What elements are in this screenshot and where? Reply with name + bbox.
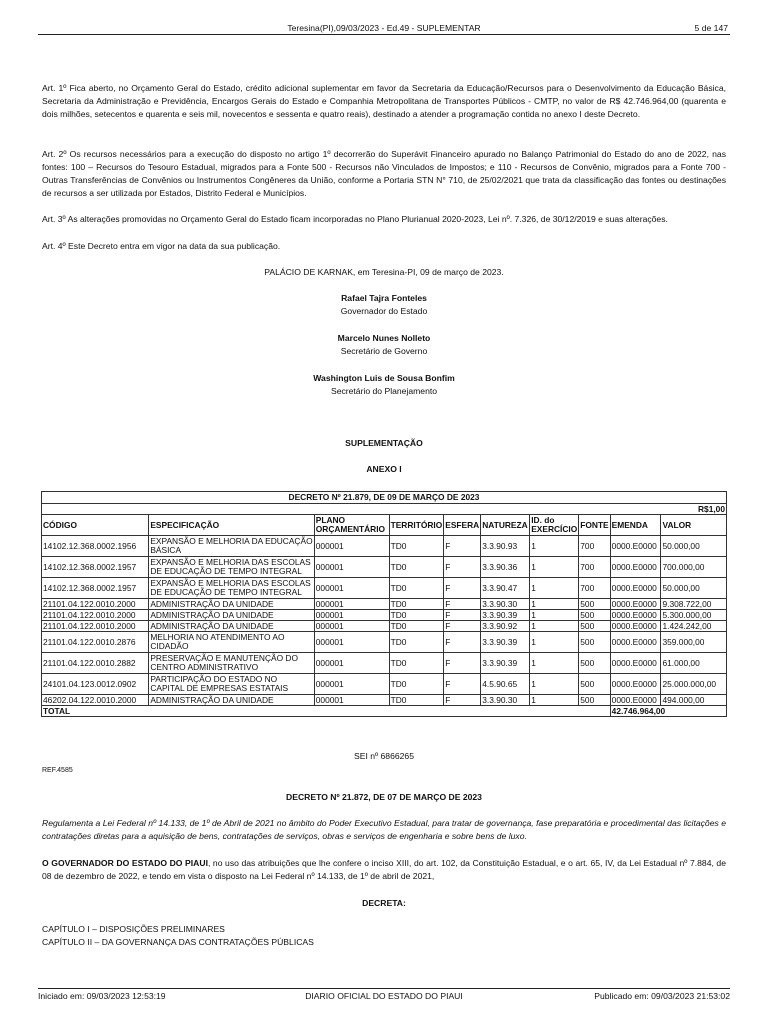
table-cell: ADMINISTRAÇÃO DA UNIDADE (149, 621, 314, 632)
article-4: Art. 4º Este Decreto entra em vigor na data da sua publicação. (42, 241, 281, 251)
table-cell: 9.308.722,00 (661, 599, 727, 610)
column-header: ESPECIFICAÇÃO (149, 515, 314, 536)
table-cell: 500 (579, 632, 610, 653)
table-cell: 1 (530, 557, 579, 578)
table-cell: 359.000,00 (661, 632, 727, 653)
table-cell: EXPANSÃO E MELHORIA DAS ESCOLAS DE EDUCAÇÃO DE TEMPO INTEGRAL (149, 557, 314, 578)
table-cell: F (444, 599, 481, 610)
total-value: 42.746.964,00 (610, 706, 726, 717)
table-cell: 5.300.000,00 (661, 610, 727, 621)
table-cell: 3.3.90.47 (481, 578, 530, 599)
column-header: ID. do EXERCÍCIO (531, 515, 578, 534)
table-cell: TD0 (389, 557, 444, 578)
table-cell: TD0 (389, 578, 444, 599)
table-cell: 50.000,00 (661, 536, 727, 557)
table-cell: 494.000,00 (661, 695, 727, 706)
table-cell: F (444, 674, 481, 695)
table-cell: 000001 (314, 621, 389, 632)
table-cell: 1.424.242,00 (661, 621, 727, 632)
table-cell: 14102.12.368.0002.1957 (42, 557, 149, 578)
table-cell: 1 (530, 632, 579, 653)
table-cell: 1 (530, 695, 579, 706)
table-row (42, 557, 727, 578)
table-cell: F (444, 610, 481, 621)
decree-title: DECRETO Nº 21.872, DE 07 DE MARÇO DE 2023 (286, 792, 482, 802)
table-cell: 0000.E0000 (610, 632, 661, 653)
column-header: VALOR (661, 515, 727, 536)
table-cell: 3.3.90.36 (481, 557, 530, 578)
table-cell: 3.3.90.30 (481, 599, 530, 610)
table-cell: F (444, 536, 481, 557)
decreta-heading: DECRETA: (362, 898, 406, 908)
table-cell: 000001 (314, 610, 389, 621)
table-cell: ADMINISTRAÇÃO DA UNIDADE (149, 599, 314, 610)
table-cell: 0000.E0000 (610, 621, 661, 632)
table-cell: 25.000.000,00 (661, 674, 727, 695)
table-cell: 500 (579, 653, 610, 674)
total-label: TOTAL (42, 706, 611, 717)
table-cell: TD0 (389, 621, 444, 632)
table-cell: 21101.04.122.0010.2882 (42, 653, 149, 674)
table-cell: 61.000,00 (661, 653, 727, 674)
table-cell: 0000.E0000 (610, 578, 661, 599)
table-cell: F (444, 632, 481, 653)
table-cell: 24101.04.123.0012.0902 (42, 674, 149, 695)
table-cell: 500 (579, 599, 610, 610)
table-cell: 700 (579, 578, 610, 599)
table-cell: 0000.E0000 (610, 610, 661, 621)
table-cell: 000001 (314, 674, 389, 695)
table-cell: 14102.12.368.0002.1957 (42, 578, 149, 599)
table-cell: 0000.E0000 (610, 653, 661, 674)
table-cell: 500 (579, 610, 610, 621)
table-row (42, 621, 727, 632)
table-cell: TD0 (389, 536, 444, 557)
table-cell: 46202.04.122.0010.2000 (42, 695, 149, 706)
table-cell: 000001 (314, 632, 389, 653)
table-cell: 3.3.90.30 (481, 695, 530, 706)
table-cell: TD0 (389, 674, 444, 695)
table-cell: 000001 (314, 536, 389, 557)
column-header: NATUREZA (481, 515, 530, 536)
table-cell: F (444, 695, 481, 706)
table-cell: 21101.04.122.0010.2000 (42, 599, 149, 610)
table-cell: 21101.04.122.0010.2876 (42, 632, 149, 653)
table-cell: PRESERVAÇÃO E MANUTENÇÃO DO CENTRO ADMINISTRATIVO (149, 653, 314, 674)
header-edition: Teresina(PI),09/03/2023 - Ed.49 - SUPLEMENTAR (287, 23, 481, 33)
table-cell: 0000.E0000 (610, 599, 661, 610)
table-cell: TD0 (389, 632, 444, 653)
article-1: Art. 1º Fica aberto, no Orçamento Geral do Estado, crédito adicional suplementar em favor da Secretaria da Educação/Recursos para o Desenvolvimento da Educação Básica, Secretaria da Administração e Previdência, Encargos Gerais do Estado e Companhia Metropolitana de Transportes Públicos - CMTP, no valor de R$ 42.746.964,00 (quarenta e dois milhões, setecentos e quarenta e seis mil, novecentos e sessenta e quatro reais), destinado a atender a programação contida no anexo I deste Decreto. (42, 83, 726, 119)
table-title: DECRETO Nº 21.879, DE 09 DE MARÇO DE 2023 (42, 492, 727, 504)
table-cell: 3.3.90.39 (481, 653, 530, 674)
table-row (42, 610, 727, 621)
chapter-heading: CAPÍTULO I – DISPOSIÇÕES PRELIMINARES (42, 924, 225, 934)
footer-journal: DIARIO OFICIAL DO ESTADO DO PIAUI (305, 991, 463, 1001)
decree-ementa: Regulamenta a Lei Federal nº 14.133, de 1º de Abril de 2021 no âmbito do Poder Executivo Estadual, para tratar de governança, fase preparatória e procedimental das licitações e contratações diretas para a aquisição de bens, contratações de serviços, obras e serviços de engenharia e sobre bens de luxo. (42, 818, 726, 841)
article-2: Art. 2º Os recursos necessários para a execução do disposto no artigo 1º decorrerão do Superávit Financeiro apurado no Balanço Patrimonial do Estado do ano de 2022, nas fontes: 100 – Recursos do Tesouro Estadual, migrados para a Fonte 500 - Recursos não Vinculados de Impostos; e 110 - Recursos de Convênio, migrados para a Fonte 700 - Outras Transferências de Convênios ou Instrumentos Congêneres da União, conforme a Portaria STN N° 710, de 25/02/2021 que trata da classificação das fontes ou destinações de recursos a ser utilizada por Estados, Distrito Federal e Municípios. (42, 149, 726, 198)
page-number: 5 de 147 (694, 23, 728, 33)
table-cell: 700 (579, 536, 610, 557)
table-cell: 1 (530, 653, 579, 674)
signature-name: Rafael Tajra Fonteles (341, 293, 427, 303)
place-date: PALÁCIO DE KARNAK, em Teresina-PI, 09 de março de 2023. (264, 267, 504, 277)
column-header: CÓDIGO (42, 515, 149, 536)
table-cell: 1 (530, 536, 579, 557)
table-cell: 500 (579, 674, 610, 695)
table-cell: F (444, 578, 481, 599)
annex-table (41, 491, 727, 717)
table-cell: F (444, 653, 481, 674)
table-cell: 1 (530, 610, 579, 621)
table-cell: PARTICIPAÇÃO DO ESTADO NO CAPITAL DE EMPRESAS ESTATAIS (149, 674, 314, 695)
footer-published: Publicado em: 09/03/2023 21:53:02 (594, 991, 730, 1001)
table-row (42, 674, 727, 695)
table-cell: ADMINISTRAÇÃO DA UNIDADE (149, 695, 314, 706)
table-cell: TD0 (389, 653, 444, 674)
section-title: SUPLEMENTAÇÃO (345, 438, 423, 448)
table-cell: 14102.12.368.0002.1956 (42, 536, 149, 557)
table-row (42, 632, 727, 653)
table-cell: 3.3.90.39 (481, 610, 530, 621)
column-header: ESFERA (444, 515, 481, 536)
table-cell: 1 (530, 599, 579, 610)
table-cell: 700 (579, 557, 610, 578)
table-cell: 1 (530, 621, 579, 632)
table-header-row (42, 515, 727, 536)
table-cell: 3.3.90.39 (481, 632, 530, 653)
signature-role: Secretário de Governo (340, 346, 428, 356)
column-header: TERRITÓRIO (389, 515, 444, 536)
table-cell: 000001 (314, 653, 389, 674)
table-cell: 21101.04.122.0010.2000 (42, 621, 149, 632)
reference: REF.4585 (42, 767, 73, 774)
table-cell: 500 (579, 621, 610, 632)
table-cell: 700.000,00 (661, 557, 727, 578)
column-header: PLANO ORÇAMENTÁRIO (314, 515, 389, 536)
table-cell: EXPANSÃO E MELHORIA DAS ESCOLAS DE EDUCAÇÃO DE TEMPO INTEGRAL (149, 578, 314, 599)
table-cell: 3.3.90.92 (481, 621, 530, 632)
table-cell: 1 (530, 674, 579, 695)
table-cell: EXPANSÃO E MELHORIA DA EDUCAÇÃO BÁSICA (150, 536, 313, 555)
page-footer (38, 988, 730, 1003)
preamble-text: , no uso das atribuições que lhe confere o inciso XIII, do art. 102, da Constituição Estadual, e o art. 65, IV, da Lei Estadual nº 7.884, de 08 de dezembro de 2022, e tendo em vista o disposto na Lei Federal nº 14.133, de 1º de abril de 2021, (42, 858, 726, 881)
table-cell: 1 (530, 578, 579, 599)
table-cell: F (444, 621, 481, 632)
table-cell: 0000.E0000 (610, 674, 661, 695)
article-3: Art. 3º As alterações promovidas no Orçamento Geral do Estado ficam incorporadas no Plano Plurianual 2020-2023, Lei nº. 7.326, de 30/12/2019 e suas alterações. (42, 214, 668, 224)
table-cell: 000001 (314, 695, 389, 706)
table-cell: 0000.E0000 (610, 695, 661, 706)
table-currency: R$1,00 (42, 504, 727, 515)
annex-title: ANEXO I (366, 464, 402, 474)
column-header: FONTE (579, 515, 610, 536)
table-row (42, 695, 727, 706)
table-row (42, 578, 727, 599)
table-cell: 3.3.90.93 (481, 536, 530, 557)
signature-name: Washington Luis de Sousa Bonfim (313, 373, 455, 383)
table-cell: MELHORIA NO ATENDIMENTO AO CIDADÃO (149, 632, 314, 653)
table-cell: TD0 (389, 610, 444, 621)
total-row (42, 706, 727, 717)
decree-preamble (42, 857, 726, 883)
signature-role: Governador do Estado (340, 306, 428, 316)
table-cell: 0000.E0000 (610, 536, 661, 557)
sei-number: SEI nº 6866265 (353, 751, 414, 761)
signature-name: Marcelo Nunes Nolleto (337, 333, 431, 343)
table-row (42, 536, 727, 557)
signature-role: Secretário do Planejamento (330, 386, 438, 396)
table-cell: 0000.E0000 (610, 557, 661, 578)
table-cell: ADMINISTRAÇÃO DA UNIDADE (149, 610, 314, 621)
chapter-heading: CAPÍTULO II – DA GOVERNANÇA DAS CONTRATAÇÕES PÚBLICAS (42, 937, 314, 947)
table-cell: 000001 (314, 557, 389, 578)
table-cell: F (444, 557, 481, 578)
table-cell: 000001 (314, 578, 389, 599)
table-cell: 4.5.90.65 (481, 674, 530, 695)
governor-title: O GOVERNADOR DO ESTADO DO PIAUI (42, 858, 208, 868)
table-cell: 50.000,00 (661, 578, 727, 599)
table-cell: TD0 (389, 695, 444, 706)
table-cell: 500 (579, 695, 610, 706)
table-row (42, 653, 727, 674)
footer-started: Iniciado em: 09/03/2023 12:53:19 (38, 991, 166, 1001)
page-header (38, 20, 730, 35)
column-header: EMENDA (610, 515, 661, 536)
table-cell: 000001 (314, 599, 389, 610)
table-cell: 21101.04.122.0010.2000 (42, 610, 149, 621)
table-cell: TD0 (389, 599, 444, 610)
table-row (42, 599, 727, 610)
